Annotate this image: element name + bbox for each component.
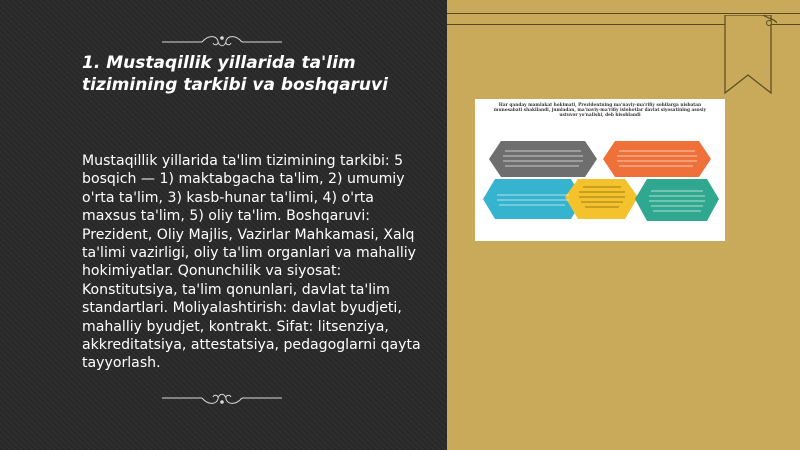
infographic-heading: Har qanday mamlakat hokimati, Prezidentning ma'naviy-ma'rifiy sohilarga nisbatan munosabati shakllandi, jumladan, ma'naviy-ma'rifiy islohotlar davlat siyosatining asosiy ustuvor yo'nalishi, deb hisoblandi [493, 103, 707, 119]
top-ornament-icon [162, 33, 282, 51]
orange-hexagon [603, 141, 711, 177]
infographic-image [475, 99, 725, 241]
bookmark-ribbon-icon [719, 15, 777, 99]
bottom-ornament-icon [162, 389, 282, 407]
hexagon-diagram [475, 99, 725, 241]
teal-hexagon [635, 179, 719, 221]
slide-title: 1. Mustaqillik yillarida ta'lim tizimining tarkibi va boshqaruvi [82, 53, 388, 95]
yellow-hexagon [565, 179, 638, 219]
top-band-line [447, 13, 800, 14]
gray-hexagon [489, 141, 597, 177]
slide-body-text: Mustaqillik yillarida ta'lim tizimining tarkibi: 5 bosqich — 1) maktabgacha ta'lim, 2) umumiy o'rta ta'lim, 3) kasb-hunar ta'limi, 4) o'rta maxsus ta'lim, 5) oliy ta'lim. Boshqaruvi: Prezident, Oliy Majlis, Vazirlar Mahkamasi, Xalq ta'limi vazirligi, oliy ta'lim organlari va mahalliy hokimiyatlar. Qonunchilik va siyosat: Konstitutsiya, ta'lim qonunlari, davlat ta'lim standartlari. Moliyalashtirish: davlat byudjeti, mahalliy byudjet, kontrakt. Sifat: litsenziya, akkreditatsiya, attestatsiya, pedagoglarni qayta tayyorlash. [82, 153, 421, 372]
